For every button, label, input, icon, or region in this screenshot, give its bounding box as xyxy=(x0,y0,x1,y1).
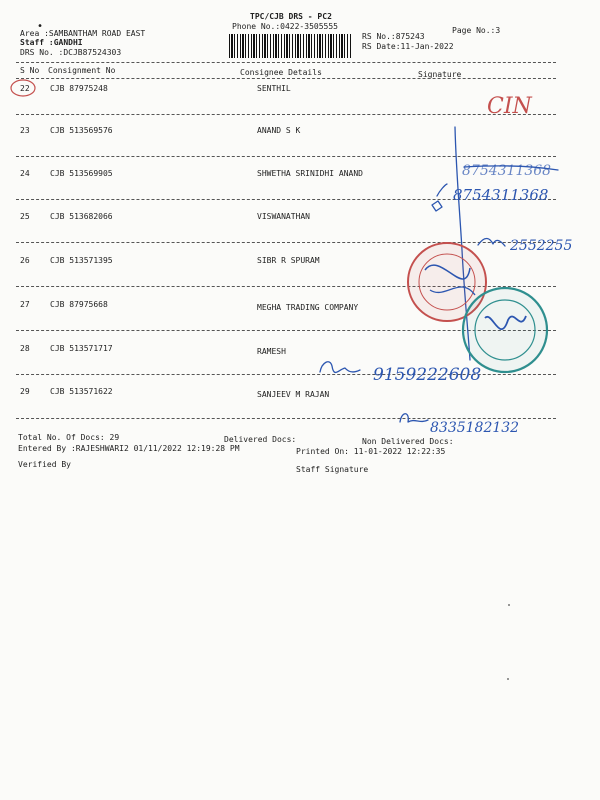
row-consignee: SIBR R SPURAM xyxy=(257,256,320,265)
teal-seal-stamp xyxy=(463,288,547,372)
non-delivered-docs: Non Delivered Docs: xyxy=(362,437,454,446)
row-consignment: CJB 513569576 xyxy=(50,126,113,135)
row-serial: 22 xyxy=(20,84,30,93)
signature-row25 xyxy=(478,238,505,246)
row-consignee: SHWETHA SRINIDHI ANAND xyxy=(257,169,363,178)
row-serial: 29 xyxy=(20,387,30,396)
scan-speck xyxy=(508,604,510,606)
row-serial: 23 xyxy=(20,126,30,135)
scribble-signature xyxy=(432,184,447,211)
handwritten-phone-1: 8754311368 xyxy=(453,186,549,204)
row-consignee: SANJEEV M RAJAN xyxy=(257,390,330,399)
row-consignee: ANAND S K xyxy=(257,126,301,135)
row-serial: 25 xyxy=(20,212,30,221)
row-consignment: CJB 513571395 xyxy=(50,256,113,265)
row-consignee: RAMESH xyxy=(257,347,286,356)
row-serial: 28 xyxy=(20,344,30,353)
row-consignee: MEGHA TRADING COMPANY xyxy=(257,303,359,312)
column-consignment: Consignment No xyxy=(48,66,116,75)
handwritten-phone-3: 9159222608 xyxy=(373,365,482,385)
row-circle-mark xyxy=(11,80,35,96)
phone-number: Phone No.:0422-3505555 xyxy=(232,22,338,31)
row-consignment: CJB 513682066 xyxy=(50,212,113,221)
row-consignment: CJB 513569905 xyxy=(50,169,113,178)
area-label: Area :SAMBANTHAM ROAD EAST xyxy=(20,29,146,38)
row-consignment: CJB 87975668 xyxy=(50,300,108,309)
handwritten-phone-2: 2552255 xyxy=(510,238,573,254)
handwritten-cin: CIN xyxy=(487,94,532,119)
handwritten-phone-4: 8335182132 xyxy=(430,420,520,436)
column-sno: S No xyxy=(20,66,40,75)
rs-date: RS Date:11-Jan-2022 xyxy=(362,42,454,51)
column-consignee: Consignee Details xyxy=(240,68,322,77)
row-consignment: CJB 87975248 xyxy=(50,84,108,93)
signature-row29 xyxy=(400,414,428,422)
document-title: TPC/CJB DRS - PC2 xyxy=(250,12,332,21)
verified-by: Verified By xyxy=(18,460,71,469)
staff-label: Staff :GANDHI xyxy=(20,38,83,47)
struck-number: 8754311368 xyxy=(462,163,552,179)
drs-number: DRS No. :DCJB87524303 xyxy=(20,48,122,57)
row-consignee: VISWANATHAN xyxy=(257,212,310,221)
delivered-docs: Delivered Docs: xyxy=(224,435,297,444)
bullet-mark: • xyxy=(37,21,44,32)
row-serial: 27 xyxy=(20,300,30,309)
entered-by: Entered By :RAJESHWARI2 01/11/2022 12:19:28 PM xyxy=(18,444,240,453)
row-consignment: CJB 513571622 xyxy=(50,387,113,396)
staff-signature: Staff Signature xyxy=(296,465,369,474)
scan-speck xyxy=(507,678,509,680)
printed-on: Printed On: 11-01-2022 12:22:35 xyxy=(296,447,446,456)
rs-number: RS No.:875243 xyxy=(362,32,425,41)
row-consignment: CJB 513571717 xyxy=(50,344,113,353)
signature-row28 xyxy=(320,362,360,373)
row-serial: 24 xyxy=(20,169,30,178)
page-number: Page No.:3 xyxy=(452,26,501,35)
row-serial: 26 xyxy=(20,256,30,265)
column-signature: Signature xyxy=(418,70,462,79)
row-consignee: SENTHIL xyxy=(257,84,291,93)
total-docs: Total No. Of Docs: 29 xyxy=(18,433,120,442)
